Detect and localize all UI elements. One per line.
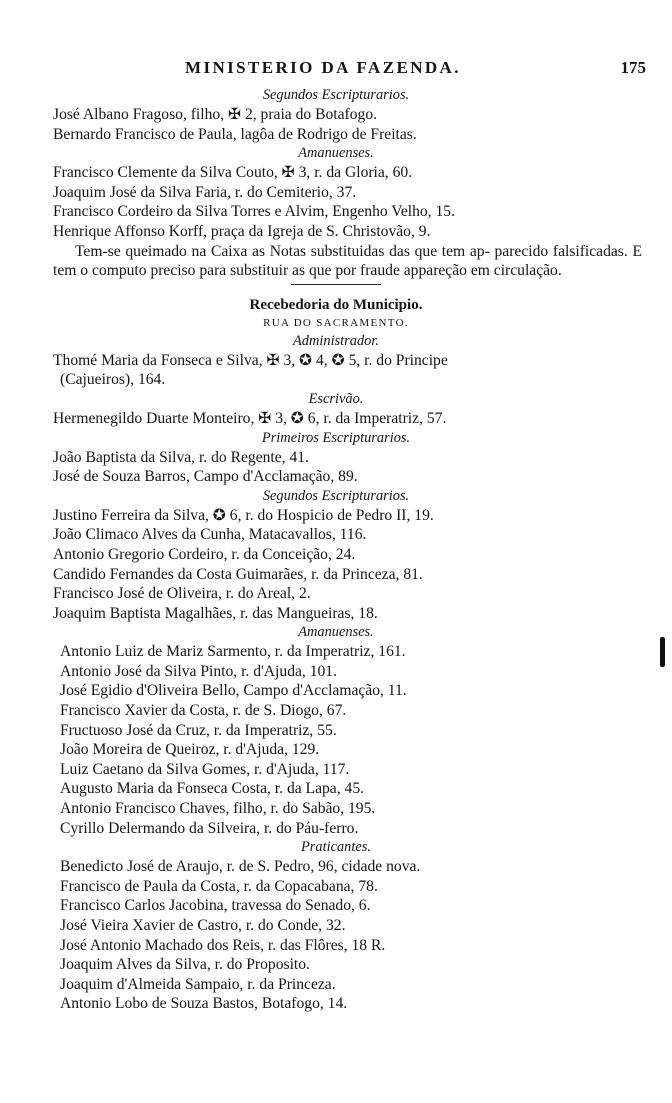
list-item: Bernardo Francisco de Paula, lagôa de Rodrigo de Freitas.: [53, 125, 417, 143]
list-item: Francisco Clemente da Silva Couto, ✠ 3, r. da Gloria, 60.: [53, 164, 413, 182]
list-item: Candido Fernandes da Costa Guimarães, r. da Princeza, 81.: [53, 565, 423, 583]
list-item: José Albano Fragoso, filho, ✠ 2, praia do Botafogo.: [53, 106, 378, 123]
list-item: Cyrillo Delermando da Silveira, r. do Páu-ferro.: [60, 819, 359, 837]
note-continuation: parecido falsificadas. E tem o computo preciso para substituir as que por fraude appareção em circulação.: [53, 242, 642, 280]
page-number: 175: [620, 58, 646, 77]
list-item: [0, 351, 672, 371]
note-first-line: Tem-se queimado na Caixa as Notas substituidas das que tem ap-: [75, 242, 490, 260]
running-title: MINISTERIO DA FAZENDA.: [185, 58, 461, 77]
list-item: José Vieira Xavier de Castro, r. do Conde, 32.: [60, 917, 346, 934]
list-item: Francisco Cordeiro da Silva Torres e Alvim, Engenho Velho, 15.: [53, 203, 455, 221]
list-item: José Antonio Machado dos Reis, r. das Flôres, 18 R.: [60, 936, 386, 954]
list-item: Antonio Lobo de Souza Bastos, Botafogo, 14.: [60, 995, 348, 1013]
section-heading-praticantes: Praticantes.: [301, 839, 371, 856]
section-heading-segundos-escripturarios: Segundos Escripturarios.: [262, 87, 410, 103]
list-item: José Egidio d'Oliveira Bello, Campo d'Acclamação, 11.: [60, 682, 407, 700]
section-heading-amanuenses: Amanuenses.: [298, 624, 374, 641]
section-address: RUA DO SACRAMENTO.: [263, 316, 409, 329]
list-item: João Climaco Alves da Cunha, Matacavallos, 116.: [53, 526, 367, 544]
list-item: Joaquim José da Silva Faria, r. do Cemiterio, 37.: [53, 183, 357, 201]
list-item: Fructuoso José da Cruz, r. da Imperatriz, 55.: [60, 721, 337, 739]
administrador-line-2: (Cajueiros), 164.: [60, 371, 166, 389]
section-title-recebedoria: Recebedoria do Municipio.: [249, 296, 423, 313]
list-item: Francisco de Paula da Costa, r. da Copacabana, 78.: [60, 877, 378, 895]
list-item: Francisco Xavier da Costa, r. de S. Diogo, 67.: [60, 702, 347, 720]
section-heading-administrador: Administrador.: [293, 332, 379, 349]
list-item: Justino Ferreira da Silva, ✪ 6, r. do Hospicio de Pedro II, 19.: [53, 506, 434, 524]
list-item: Francisco José de Oliveira, r. do Areal, 2.: [53, 585, 311, 603]
section-heading-primeiros-escripturarios: Primeiros Escripturarios.: [261, 429, 411, 446]
list-item: Hermenegildo Duarte Monteiro, ✠ 3, ✪ 6, r. da Imperatriz, 57.: [53, 409, 447, 427]
page-body: [0, 86, 672, 1014]
section-heading-amanuenses: Amanuenses.: [298, 145, 374, 162]
list-item: Antonio José da Silva Pinto, r. d'Ajuda, 101.: [60, 662, 337, 680]
list-item: Joaquim d'Almeida Sampaio, r. da Princeza.: [60, 975, 336, 993]
list-item: Antonio Luiz de Mariz Sarmento, r. da Imperatriz, 161.: [60, 643, 406, 661]
list-item: Luiz Caetano da Silva Gomes, r. d'Ajuda, 117.: [60, 760, 350, 778]
margin-ink-mark: [660, 637, 665, 667]
list-item: Joaquim Baptista Magalhães, r. das Mangueiras, 18.: [53, 604, 378, 622]
list-item: Antonio Gregorio Cordeiro, r. da Conceição, 24.: [53, 545, 356, 563]
list-item-continuation: [0, 370, 672, 390]
section-divider: [291, 284, 381, 285]
list-item: Antonio Francisco Chaves, filho, r. do Sabão, 195.: [60, 800, 376, 818]
running-head: [0, 58, 672, 82]
list-item: Henrique Affonso Korff, praça da Igreja de S. Christovão, 9.: [53, 222, 431, 240]
list-item: Benedicto José de Araujo, r. de S. Pedro, 96, cidade nova.: [60, 858, 421, 876]
list-item: Augusto Maria da Fonseca Costa, r. da Lapa, 45.: [60, 780, 365, 798]
list-item: Joaquim Alves da Silva, r. do Proposito.: [60, 956, 310, 974]
list-item: Francisco Carlos Jacobina, travessa do Senado, 6.: [60, 897, 371, 915]
administrador-line-1: Thomé Maria da Fonseca e Silva, ✠ 3, ✪ 4, ✪ 5, r. do Principe: [53, 351, 448, 369]
list-item: João Moreira de Queiroz, r. d'Ajuda, 129.: [60, 741, 320, 759]
note-paragraph: [0, 242, 672, 281]
list-item: João Baptista da Silva, r. do Regente, 41.: [53, 448, 309, 466]
list-item: José de Souza Barros, Campo d'Acclamação, 89.: [53, 468, 358, 486]
section-heading-segundos-escripturarios: Segundos Escripturarios.: [262, 487, 410, 504]
section-heading-escrivao: Escrivão.: [308, 390, 364, 407]
